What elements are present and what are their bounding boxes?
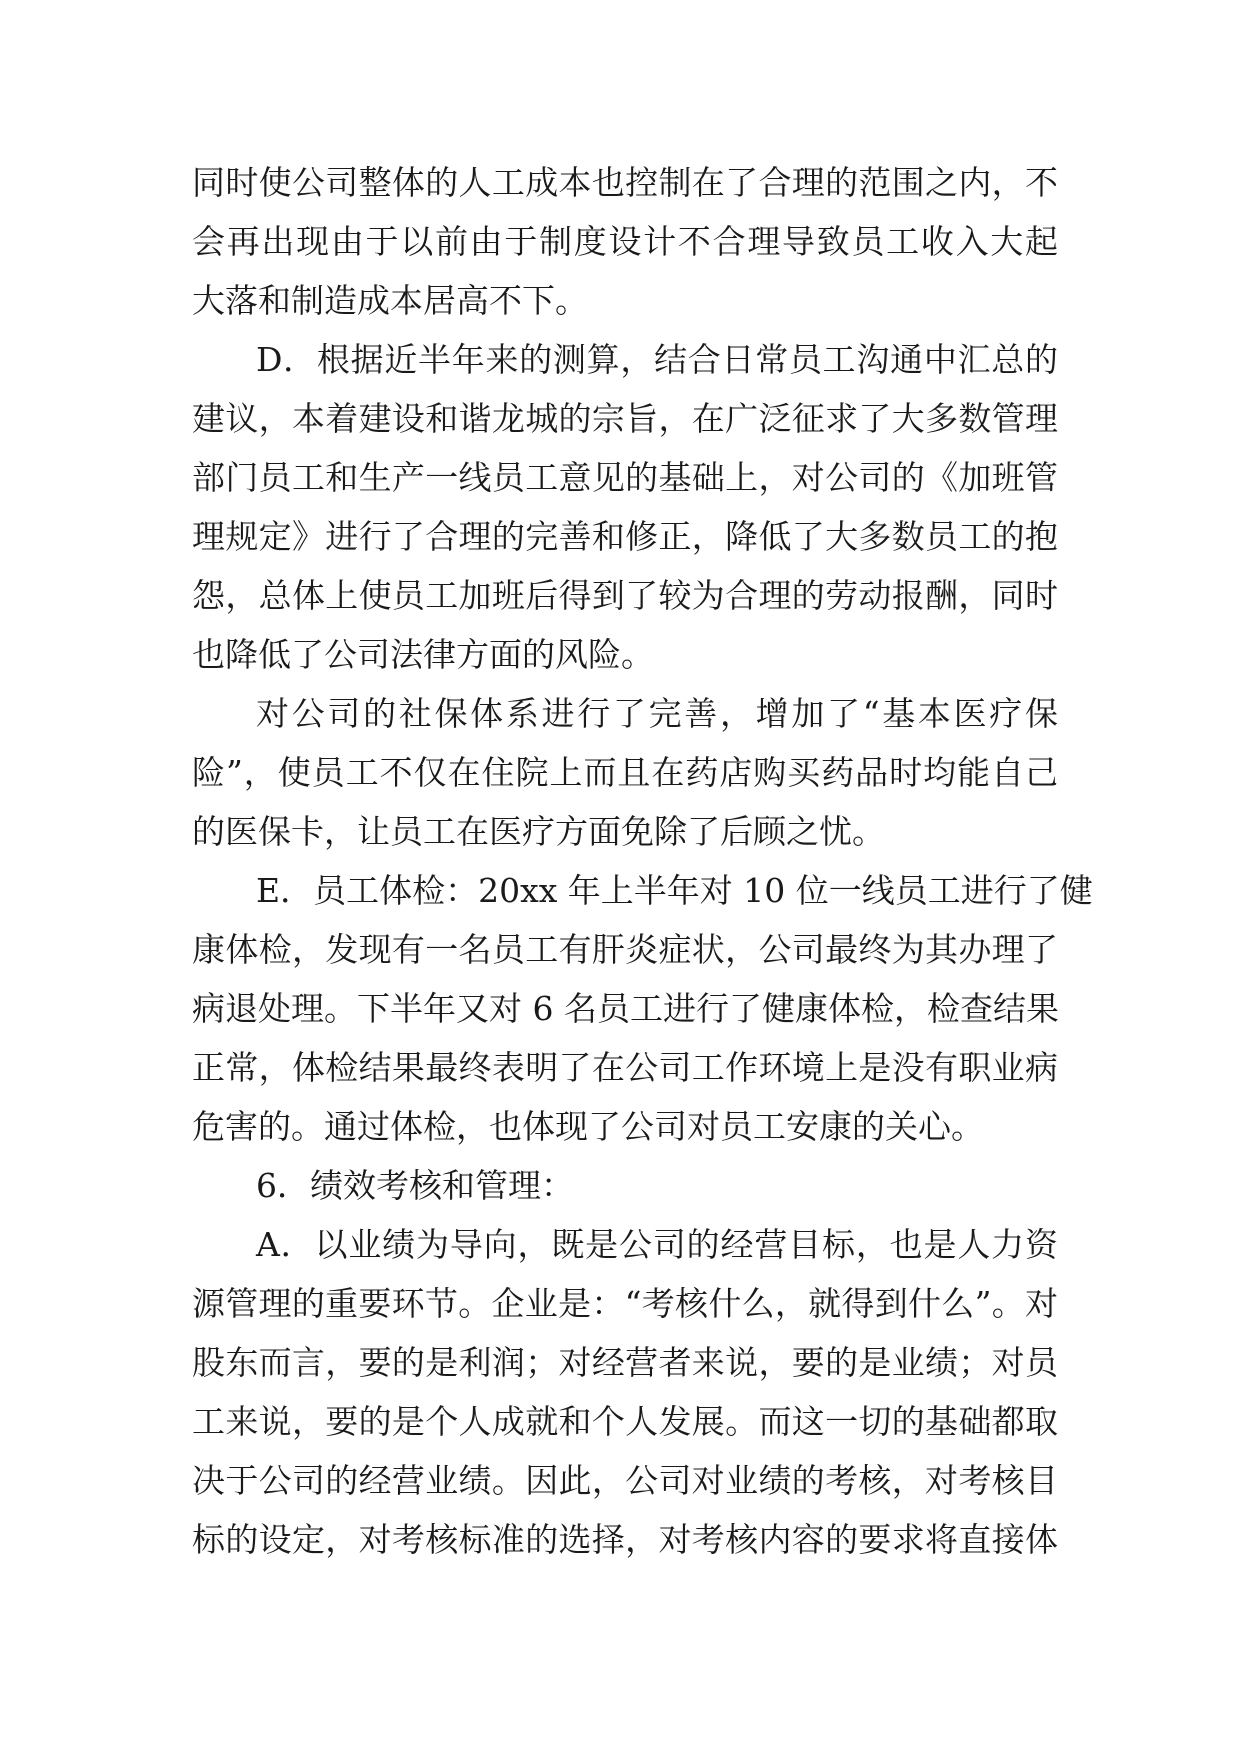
text-line: 险”，使员工不仅在住院上而且在药店购买药品时均能自己: [192, 753, 1058, 792]
text-line: 正常，体检结果最终表明了在公司工作环境上是没有职业病: [192, 1048, 1058, 1087]
section-heading: 6．绩效考核和管理：: [256, 1166, 574, 1205]
text-line: 工来说，要的是个人成就和个人发展。而这一切的基础都取: [192, 1402, 1058, 1441]
text-line: 标的设定，对考核标准的选择，对考核内容的要求将直接体: [192, 1520, 1058, 1559]
text-line: 的医保卡，让员工在医疗方面免除了后顾之忧。: [192, 812, 885, 851]
text-line: 建议，本着建设和谐龙城的宗旨，在广泛征求了大多数管理: [192, 399, 1058, 438]
paragraph-start-line: D．根据近半年来的测算，结合日常员工沟通中汇总的: [256, 340, 1058, 379]
paragraph-start-line: E．员工体检：20xx 年上半年对 10 位一线员工进行了健: [256, 871, 1093, 910]
text-line: 危害的。通过体检，也体现了公司对员工安康的关心。: [192, 1107, 984, 1146]
text-line: 决于公司的经营业绩。因此，公司对业绩的考核，对考核目: [192, 1461, 1058, 1500]
paragraph-start-line: 对公司的社保体系进行了完善，增加了“基本医疗保: [256, 694, 1058, 733]
text-line: 怨，总体上使员工加班后得到了较为合理的劳动报酬，同时: [192, 576, 1058, 615]
paragraph-start-line: A．以业绩为导向，既是公司的经营目标，也是人力资: [256, 1225, 1058, 1264]
text-line: 大落和制造成本居高不下。: [192, 281, 588, 320]
text-line: 也降低了公司法律方面的风险。: [192, 635, 654, 674]
text-line: 源管理的重要环节。企业是：“考核什么，就得到什么”。对: [192, 1284, 1058, 1323]
text-line: 股东而言，要的是利润；对经营者来说，要的是业绩；对员: [192, 1343, 1058, 1382]
text-line: 理规定》进行了合理的完善和修正，降低了大多数员工的抱: [192, 517, 1058, 556]
text-line: 同时使公司整体的人工成本也控制在了合理的范围之内，不: [192, 163, 1058, 202]
text-line: 病退处理。下半年又对 6 名员工进行了健康体检，检查结果: [192, 989, 1059, 1028]
text-line: 部门员工和生产一线员工意见的基础上，对公司的《加班管: [192, 458, 1058, 497]
text-line: 康体检，发现有一名员工有肝炎症状，公司最终为其办理了: [192, 930, 1058, 969]
text-line: 会再出现由于以前由于制度设计不合理导致员工收入大起: [192, 222, 1058, 261]
